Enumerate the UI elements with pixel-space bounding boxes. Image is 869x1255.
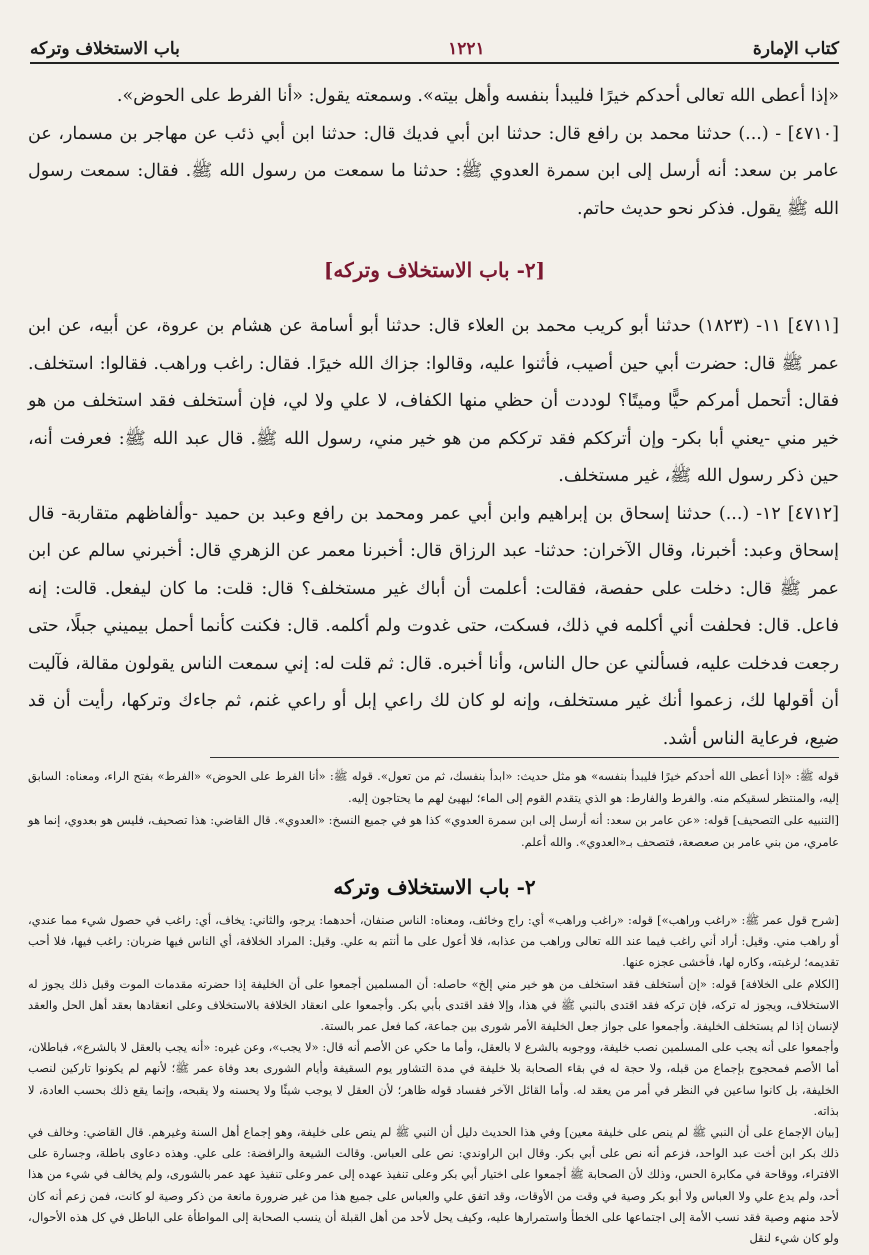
footnote-divider: [210, 757, 839, 758]
running-header: [30, 28, 839, 64]
chapter-heading: [٢- باب الاستخلاف وتركه]: [323, 258, 546, 282]
commentary-para-1: [شرح قول عمر ﷺ: «راغب وراهب»] قوله: «راغب وراهب» أي: راج وخائف، ومعناه: الناس صنفان، أحدهما: يرجو، والثاني: يخاف، أي: راغب في حصول شيء مما عندي، أو راهب مني. وقيل: أراد أني راغب فيما عند الله تعالى وراهب من عذابه، فلا أعول على ما أنتم به علي. وقيل: المراد الخلافة، أي الناس فيها ضربان: راغب فيها، فلا أحب تقديمه؛ لرغبته، وكاره لها، فأخشى عجزه عنها.: [28, 913, 839, 970]
commentary-para-3: وأجمعوا على أنه يجب على المسلمين نصب خليفة، ووجوبه بالشرع لا بالعقل، وأما ما حكي عن الأصم أنه قال: «لا يجب»، وعن غيره: «أنه يجب بالعقل لا بالشرع»، فباطلان، أما الأصم فمحجوج بإجماع من قبله، ولا حجة له في بقاء الصحابة بلا خليفة في مدة التشاور يوم السقيفة وأيام الشورى بعد وفاة عمر ﷺ؛ لأنهم لم يكونوا تاركين لنصب الخليفة، بل كانوا ساعين في النظر في أمر من يعقد له. وأما القائل الآخر ففساد قوله ظاهر؛ لأن العقل لا يوجب شيئًا ولا يحسنه ولا يقبحه، وإنما يقع ذلك بحسب العادة، لا بذاته.: [28, 1040, 839, 1118]
hadith-4710: [٤٧١٠] - (...) حدثنا محمد بن رافع قال: حدثنا ابن أبي فديك قال: حدثنا ابن أبي ذئب عن مهاجر بن مسمار، عن عامر بن سعد: أنه أرسل إلى ابن سمرة العدوي ﷺ: حدثنا ما سمعت من رسول الله ﷺ. فقال: سمعت رسول الله ﷺ يقول. فذكر نحو حديث حاتم.: [28, 123, 839, 219]
commentary-para-2: [الكلام على الخلافة] قوله: «إن أستخلف فقد استخلف من هو خير مني إلخ» حاصله: أن المسلمين أجمعوا على أن الخليفة إذا حضرته مقدمات الموت وقبل ذلك يجوز له الاستخلاف، ويجوز له تركه، فإن تركه فقد اقتدى بالنبي ﷺ في هذا، وإلا فقد اقتدى بأبي بكر. وأجمعوا على انعقاد الخلافة بالاستخلاف وعلى انعقادها بعقد أهل الحل والعقد لإنسان إذا لم يستخلف الخليفة. وأجمعوا على جواز جعل الخليفة الأمر شورى بين جماعة، كما فعل عمر بالستة.: [28, 976, 839, 1034]
commentary: [28, 910, 839, 1249]
footnotes: [28, 765, 839, 853]
main-text: [28, 78, 839, 228]
page-number: ١٢٢١: [448, 39, 485, 59]
hadith-continuation: «إذا أعطى الله تعالى أحدكم خيرًا فليبدأ بنفسه وأهل بيته». وسمعته يقول: «أنا الفرط على الحوض».: [116, 86, 839, 106]
chapter-running-title: باب الاستخلاف وتركه: [30, 39, 180, 59]
footnote-1: قوله ﷺ: «إذا أعطى الله أحدكم خيرًا فليبدأ بنفسه» هو مثل حديث: «ابدأ بنفسك، ثم من تعول». قوله ﷺ: «أنا الفرط على الحوض» «الفرط» بفتح الراء، ومعناه: السابق إليه، والمنتظر لسقيكم منه. والفرط والفارط: هو الذي يتقدم القوم إلى الماء؛ ليهيئ لهم ما يحتاجون إليه.: [28, 769, 839, 805]
book-title: كتاب الإمارة: [752, 39, 839, 59]
main-text-2: [28, 308, 839, 758]
commentary-chapter-heading: ٢- باب الاستخلاف وتركه: [333, 875, 536, 899]
footnote-2: [التنبيه على التصحيف] قوله: «عن عامر بن سعد: أنه أرسل إلى ابن سمرة العدوي» كذا هو في جميع النسخ: «العدوي». قال القاضي: هذا تصحيف، فليس هو بعدوي، إنما هو عامري، من بني عامر بن صعصعة، فتصحف بـ«العدوي». والله أعلم.: [28, 813, 839, 849]
hadith-4711: [٤٧١١] ١١- (١٨٢٣) حدثنا أبو كريب محمد بن العلاء قال: حدثنا أبو أسامة عن هشام بن عروة، عن أبيه، عن ابن عمر ﷺ قال: حضرت أبي حين أصيب، فأثنوا عليه، وقالوا: جزاك الله خيرًا. فقال: راغب وراهب. فقالوا: استخلف. فقال: أتحمل أمركم حيًّا وميتًا؟ لوددت أن حظي منها الكفاف، لا علي ولا لي، فإن أستخلف فقد استخلف من هو خير مني -يعني أبا بكر- وإن أترككم فقد ترككم من هو خير مني، رسول الله ﷺ. قال عبد الله ﷺ: فعرفت أنه، حين ذكر رسول الله ﷺ، غير مستخلف.: [28, 316, 839, 486]
hadith-4712: [٤٧١٢] ١٢- (...) حدثنا إسحاق بن إبراهيم وابن أبي عمر ومحمد بن رافع وعبد بن حميد -وألفاظهم متقاربة- قال إسحاق وعبد: أخبرنا، وقال الآخران: حدثنا- عبد الرزاق قال: أخبرنا معمر عن الزهري قال: أخبرني سالم عن ابن عمر ﷺ قال: دخلت على حفصة، فقالت: أعلمت أن أباك غير مستخلف؟ قال: قلت: ما كان ليفعل. قالت: إنه فاعل. قال: فحلفت أني أكلمه في ذلك، فسكت، حتى غدوت ولم أكلمه. قال: فكنت كأنما أحمل بيميني جبلًا، حتى رجعت فدخلت عليه، فسألني عن حال الناس، وأنا أخبره. قال: ثم قلت له: إني سمعت الناس يقولون مقالة، فآليت أن أقولها لك، زعموا أنك غير مستخلف، وإنه لو كان لك راعي إبل أو راعي غنم، ثم جاءك وتركها، رأيت أن قد ضيع، فرعاية الناس أشد.: [28, 503, 839, 749]
commentary-para-4: [بيان الإجماع على أن النبي ﷺ لم ينص على خليفة معين] وفي هذا الحديث دليل أن النبي ﷺ لم ينص على خليفة، وهو إجماع أهل السنة وغيرهم. قال القاضي: وخالف في ذلك بكر ابن أخت عبد الواحد، فزعم أنه نص على أبي بكر. وقال ابن الراوندي: نص على العباس. وقالت الشيعة والرافضة: على علي. وهذه دعاوى باطلة، وجسارة على الافتراء، ووقاحة في مكابرة الحس، وذلك لأن الصحابة ﷺ أجمعوا على اختيار أبي بكر وعلى تنفيذ عهده إلى عمر وعلى تنفيذ عهد عمر بالشورى، ولم يخالف في شيء من هذا أحد، ولم يدع علي ولا العباس ولا أبو بكر وصية في وقت من الأوقات، وقد اتفق علي والعباس على جميع هذا من غير ضرورة مانعة من ذكر وصية لو كانت، فمن زعم أنه كان لأحد منهم وصية فقد نسب الأمة إلى اجتماعها على الخطأ واستمرارها عليه، وكيف يحل لأحد من أهل القبلة أن ينسب الصحابة إلى المواطأة على الباطل في كل هذه الأحوال، ولو كان شيء لنقل: [28, 1125, 839, 1246]
